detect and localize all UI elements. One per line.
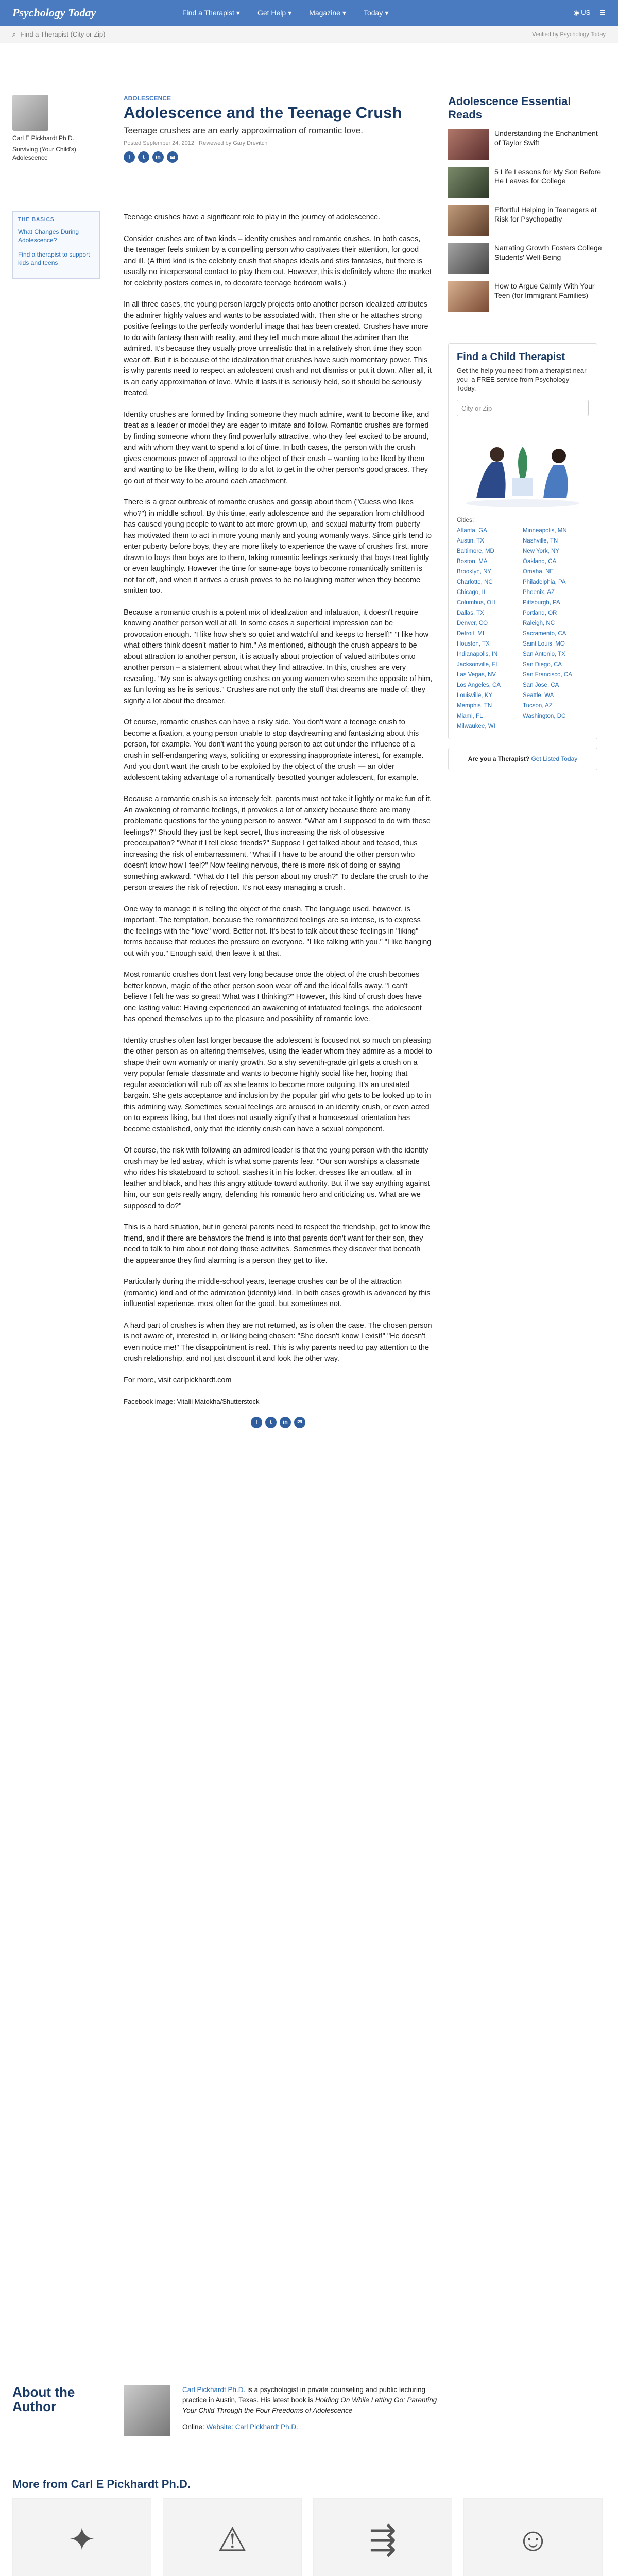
city-link[interactable]: San Jose, CA	[523, 682, 559, 688]
article-paragraph: A hard part of crushes is when they are not returned, as is often the case. The chosen person is not aware of, interested in, or liking being chosen: "She doesn't know I exist!" "He doesn't even notice me!" The disappointment is real. This is why parents need to pay attention to the crush relationship, and not just discount it and look the other way.	[124, 1321, 432, 1363]
city-link[interactable]: Denver, CO	[457, 620, 488, 626]
city-link[interactable]: Baltimore, MD	[457, 548, 494, 554]
email-icon[interactable]: ✉	[294, 1417, 305, 1428]
chevron-down-icon: ▾	[342, 8, 346, 17]
city-link[interactable]: Miami, FL	[457, 713, 483, 719]
chevron-down-icon: ▾	[385, 8, 389, 17]
cities-label: Cities:	[457, 516, 474, 523]
card-illustration-icon: ☺	[516, 2521, 550, 2558]
article-subtitle: Teenage crushes are an early approximation of romantic love.	[124, 126, 363, 135]
article-paragraph: One way to manage it is telling the object of the crush. The language used, however, is important. The temptation, because the romanticized feelings are so intense, is to express the feelings with the "love" word. Better not. It's best to talk about these feelings in "liking" terms because that reduces the pressure on everyone. "I like talking with you." "I like hanging out with you." Enough said, then leave it at that.	[124, 905, 432, 958]
nav-label: Get Help	[257, 9, 286, 17]
therapist-listing-box	[448, 748, 597, 770]
finder-heading: Find a Child Therapist	[457, 351, 565, 363]
card-image	[163, 2498, 302, 2576]
finder-description: Get the help you need from a therapist near you–a FREE service from Psychology Today.	[457, 367, 587, 392]
article-paragraph: Teenage crushes have a significant role to play in the journey of adolescence.	[124, 213, 381, 222]
bottom-share-buttons	[124, 1417, 433, 1428]
city-link[interactable]: Portland, OR	[523, 610, 557, 616]
article-body	[124, 212, 433, 1408]
nav-today[interactable]	[364, 9, 388, 18]
city-link[interactable]: San Diego, CA	[523, 662, 562, 668]
city-link[interactable]: Tucson, AZ	[523, 703, 553, 709]
listing-prompt: Are you a Therapist?	[468, 755, 530, 762]
city-link[interactable]: San Francisco, CA	[523, 672, 572, 678]
right-sidebar	[448, 95, 603, 770]
city-link[interactable]: Washington, DC	[523, 713, 566, 719]
city-link[interactable]: Louisville, KY	[457, 692, 493, 699]
therapy-illustration	[457, 423, 589, 511]
city-link[interactable]: Charlotte, NC	[457, 579, 493, 585]
linkedin-icon[interactable]: in	[280, 1417, 291, 1428]
spacer	[124, 172, 448, 202]
essential-read-item[interactable]	[448, 129, 603, 160]
city-link[interactable]: Chicago, IL	[457, 589, 487, 596]
card-illustration-icon: ⚠	[217, 2520, 247, 2558]
author-bio	[182, 2385, 440, 2432]
city-link[interactable]: Columbus, OH	[457, 600, 496, 606]
article-paragraph: Consider crushes are of two kinds – identity crushes and romantic crushes. In both cases, the teenager feels smitten by a compelling person who captivates their attention, for good and ill. (A third kind is the celebrity crush that shapes ideals and stirs fantasies, but there is usually no interpersonal contact to play them out. However, this is definitely where the market for celebrity posters comes in, to decorate teenage bedroom walls.)	[124, 234, 432, 287]
header-utilities	[573, 9, 606, 17]
facebook-icon[interactable]: f	[124, 151, 135, 163]
card-illustration-icon: ✦	[68, 2520, 96, 2558]
twitter-icon[interactable]: t	[265, 1417, 277, 1428]
essential-read-item[interactable]	[448, 243, 603, 274]
author-cards	[12, 2498, 605, 2576]
author-photo[interactable]	[124, 2385, 170, 2436]
reviewed-by: Reviewed by Gary Drevitch	[199, 140, 268, 146]
bio-text: is a psychologist in private counseling and public lecturing practice in Austin, Texas. His latest book is	[182, 2386, 426, 2404]
article-paragraph: Because a romantic crush is so intensely felt, parents must not take it lightly or make fun of it. An awakening of romantic feelings, it provokes a lot of anxiety because there are many problematic questions for the young person to answer. "What am I supposed to do with these feelings?" Should they just be kept secret, thus increasing the risk of obsessive preoccupation? "What if I tell close friends?" Suppose I get talked about and teased, thus increasing the risk of embarrassment. "What if I have to be around the other person who doesn't know how I feel?" Now feeling nervous, there is more risk of doing or saying something awkward. "What do I tell this person about my crush?" To declare the crush to the person creates the risk of rejection. It's not easy managing a crush.	[124, 795, 432, 892]
chevron-down-icon: ▾	[236, 8, 240, 17]
book-title: Holding On While Letting Go: Parenting Your Child Through the Four Freedoms of Adolescence	[182, 2396, 437, 2414]
email-icon[interactable]: ✉	[167, 151, 178, 163]
therapist-search-bar	[0, 26, 618, 43]
article-paragraph: There is a great outbreak of romantic crushes and gossip about them ("Guess who likes who?") in middle school. By this time, early adolescence and the separation from childhood has caused young people to want to act more grown up, and sexual maturity from puberty has motivated them to act in more young manly and young womanly ways. Since girls tend to enter puberty before boys, they are more likely to experience the wave of crushes first, more drawn to boys than boys are to them, taking romantic feelings seriously that boys treat lightly or even laughingly. However the time for same-age boys to become romantically smitten is not far off, and when it arrives a crush proves to be no laughing matter when they become smitten too.	[124, 498, 432, 595]
author-blog-name[interactable]: Surviving (Your Child's) Adolescence	[12, 146, 76, 161]
facebook-icon[interactable]: f	[251, 1417, 262, 1428]
article-paragraph: Identity crushes often last longer because the adolescent is focused not so much on pleasing the other person as on altering themselves, using the leader whom they admire as a model to shape their own womanly or manly growth. So a shy seventh-grade girl gets a crush on a very popular female classmate and wants to become highly social like her, hoping that regular association will rub off as she learns to become more outgoing. It's an unstated bargain. She gets acceptance and inclusion by the popular girl who gets to be looked up to in this admiring way. Sometimes sexual feelings are aroused in an identity crush, or even acted on to express liking, but that does not usually signify that a homosexual orientation has become established, only that the identity crush can have a sexual component.	[124, 1036, 432, 1133]
article	[124, 95, 448, 1428]
posted-date: Posted September 24, 2012	[124, 140, 194, 146]
city-link[interactable]: New York, NY	[523, 548, 559, 554]
essential-read-item[interactable]	[448, 205, 603, 236]
more-author-heading: More from Carl E Pickhardt Ph.D.	[12, 2478, 191, 2490]
website-link[interactable]: Website: Carl Pickhardt Ph.D.	[206, 2423, 298, 2431]
left-column	[12, 95, 105, 279]
the-basics-box	[12, 211, 100, 279]
card-image	[12, 2498, 151, 2576]
city-link[interactable]: Dallas, TX	[457, 610, 484, 616]
city-link[interactable]: Austin, TX	[457, 538, 484, 544]
more-from-author	[12, 2478, 605, 2576]
article-paragraph: Particularly during the middle-school years, teenage crushes can be of the attraction (romantic) kind and of the admiration (identity) kind. In both cases growth is advanced by this influential experience, most often for the good, but sometimes not.	[124, 1278, 431, 1308]
find-therapist-box	[448, 343, 597, 739]
city-link[interactable]: Phoenix, AZ	[523, 589, 555, 596]
city-link[interactable]: Jacksonville, FL	[457, 662, 499, 668]
about-author-section	[12, 2384, 445, 2431]
thumbnail-image	[448, 281, 489, 312]
article-card[interactable]	[313, 2498, 452, 2576]
main-nav	[182, 9, 388, 18]
menu-icon[interactable]: ☰	[599, 9, 606, 16]
city-link[interactable]: San Antonio, TX	[523, 651, 565, 657]
city-link[interactable]: Saint Louis, MO	[523, 641, 565, 647]
share-buttons	[124, 151, 448, 163]
essential-reads-list	[448, 129, 603, 312]
author-photo[interactable]	[12, 95, 48, 131]
essential-read-item[interactable]	[448, 167, 603, 198]
region-label: US	[581, 9, 591, 16]
article-paragraph: In all three cases, the young person largely projects onto another person idealized attributes the admirer highly values and wants to be associated with. Then she or he attaches strong positive feelings to the perfectly wonderful image that has been created. Crushes have more to do with fantasy than with reality, and they tell much more about the admirer than the admired. It's because they usually prove unrealistic that in a relatively short time they soon wear off. But it is because of the idealization that crushes have such momentary power. This is why parents need to respect an adolescent crush and not dismiss or put it down. After all, it is an early approximation of love. While it lasts it is seriously held, so it should be seriously treated.	[124, 300, 432, 397]
article-paragraph: Of course, the risk with following an admired leader is that the young person with the identity crush may be led astray, which is what some parents fear. "Our son worships a classmate who rides his skateboard to school, stashes it in his locker, dresses like an outlaw, all in leather and black, and has this angry attitude toward authority. But if we say anything against him, our son gets really angry, defending his romantic hero and criticizing us. What are we supposed to do?"	[124, 1146, 430, 1210]
article-paragraph: This is a hard situation, but in general parents need to respect the friendship, get to know the friend, and if there are behaviors the friend is into that parents don't want for their son, they need to talk to him about not doing those activities. Sometimes they discover that beneath the appearance they find alarming is a person they get to like.	[124, 1223, 430, 1265]
article-card[interactable]	[163, 2498, 302, 2576]
chevron-down-icon: ▾	[288, 8, 292, 17]
search-icon: ⌕	[12, 30, 16, 38]
get-listed-link[interactable]: Get Listed Today	[531, 755, 578, 762]
nav-find-therapist[interactable]	[182, 9, 240, 18]
essential-read-item[interactable]	[448, 281, 603, 312]
cities-grid	[457, 526, 589, 732]
article-paragraph: Because a romantic crush is a potent mix of idealization and infatuation, it doesn't require knowing another person well at all. In some cases a superficial impression can be provocation enough. "I like how she's so quiet and watchful and keeps to herself!" "I like how what others think doesn't matter to him." As mentioned, although the crush appears to be about attraction to another person, it is actually about projection of valued attributes onto another person – a statement about what they find attractive. In this, crushes are very revealing. "My son is always getting crushes on young women who seem the opposite of him, as fun loving as he is serious." Crushes are not only the stuff that dreams are made of; they signify a lot about the dreamer.	[124, 608, 433, 705]
article-paragraph: Of course, romantic crushes can have a risky side. You don't want a teenage crush to become a fixation, a young person unable to stop daydreaming and fantasizing about this person, for example. You don't want the young person to act out under the influence of a crush in self-endangering ways, soliciting or expressing inappropriate interest, for example. And you don't want the crush to be exploited by the object of the crush — an older adolescent taking advantage of a romantically besotted younger adolescent, for example.	[124, 718, 424, 782]
author-link[interactable]: Carl Pickhardt Ph.D.	[182, 2386, 246, 2394]
city-link[interactable]: Pittsburgh, PA	[523, 600, 560, 606]
verified-badge: Verified by Psychology Today	[532, 31, 606, 38]
author-name[interactable]: Carl E Pickhardt Ph.D.	[12, 134, 75, 142]
card-image	[464, 2498, 603, 2576]
city-link[interactable]: Houston, TX	[457, 641, 490, 647]
article-meta	[124, 140, 448, 146]
therapy-illustration-svg	[461, 426, 585, 509]
globe-icon: ◉	[573, 9, 579, 16]
article-title: Adolescence and the Teenage Crush	[124, 104, 402, 122]
thumbnail-image	[448, 205, 489, 236]
article-card[interactable]	[12, 2498, 151, 2576]
essential-reads-heading: Adolescence Essential Reads	[448, 95, 571, 121]
article-paragraph: For more, visit carlpickhardt.com	[124, 1376, 232, 1384]
twitter-icon[interactable]: t	[138, 151, 149, 163]
city-link[interactable]: Omaha, NE	[523, 569, 554, 575]
nav-label: Magazine	[309, 9, 340, 17]
site-logo[interactable]: Psychology Today	[12, 6, 96, 19]
essential-read-title: 5 Life Lessons for My Son Before He Leaves for College	[494, 167, 601, 185]
nav-label: Today	[363, 9, 383, 17]
city-link[interactable]: Sacramento, CA	[523, 631, 566, 637]
card-illustration-icon: ⇶	[369, 2520, 397, 2558]
city-link[interactable]: Indianapolis, IN	[457, 651, 498, 657]
city-link[interactable]: Boston, MA	[457, 558, 488, 565]
top-nav-bar	[0, 0, 618, 26]
therapist-search-input[interactable]: Find a Therapist (City or Zip)	[20, 30, 106, 38]
card-image	[313, 2498, 452, 2576]
region-selector[interactable]	[573, 9, 590, 17]
city-link[interactable]: Minneapolis, MN	[523, 528, 567, 534]
nav-label: Find a Therapist	[182, 9, 234, 17]
city-link[interactable]: Atlanta, GA	[457, 528, 487, 534]
city-link[interactable]: Seattle, WA	[523, 692, 554, 699]
about-heading: About the Author	[12, 2384, 75, 2414]
article-paragraph: Most romantic crushes don't last very long because once the object of the crush becomes better known, magic of the other person soon wear off and the ideal falls away. "I can't believe I felt he was so great! What was I thinking?" However, this kind of crush does have one lasting value: Having experienced an awakening of infatuated feelings, the adolescent has opened themselves up to the pleasure and possibility of romantic love.	[124, 971, 422, 1023]
basics-link[interactable]: What Changes During Adolescence?	[18, 228, 79, 244]
linkedin-icon[interactable]: in	[152, 151, 164, 163]
image-credit: Facebook image: Vitalii Matokha/Shutterstock	[124, 1398, 260, 1405]
city-link[interactable]: Memphis, TN	[457, 703, 492, 709]
city-link[interactable]: Los Angeles, CA	[457, 682, 501, 688]
city-link[interactable]: Philadelphia, PA	[523, 579, 566, 585]
city-link[interactable]: Raleigh, NC	[523, 620, 555, 626]
essential-read-title: Narrating Growth Fosters College Students' Well-Being	[494, 244, 602, 261]
city-link[interactable]: Detroit, MI	[457, 631, 485, 637]
article-category[interactable]: ADOLESCENCE	[124, 95, 171, 102]
city-link[interactable]: Nashville, TN	[523, 538, 558, 544]
article-card[interactable]	[464, 2498, 603, 2576]
city-link[interactable]: Las Vegas, NV	[457, 672, 496, 678]
article-paragraph: Identity crushes are formed by finding someone they much admire, want to become like, and treat as a leader or model they are eager to imitate and follow. Romantic crushes are formed by finding someone whom they find powerfully attractive, who they feel excited to be around, and with whom they want to spend a lot of time. In both cases, the person with the crush gives enormous power of approval to the object of their crush – wanting to be liked by them and wanting to be like them, willing to do a lot to get in the other person's good graces. They go out of their way to be around each attachment.	[124, 410, 430, 485]
thumbnail-image	[448, 243, 489, 274]
essential-read-title: Effortful Helping in Teenagers at Risk for Psychopathy	[494, 206, 597, 223]
basics-link[interactable]: Find a therapist to support kids and teens	[18, 251, 90, 266]
essential-read-title: Understanding the Enchantment of Taylor Swift	[494, 129, 598, 147]
city-link[interactable]	[523, 721, 589, 732]
city-link[interactable]: Oakland, CA	[523, 558, 557, 565]
thumbnail-image	[448, 129, 489, 160]
nav-get-help[interactable]	[258, 9, 291, 18]
essential-read-title: How to Argue Calmly With Your Teen (for Immigrant Families)	[494, 282, 595, 299]
nav-magazine[interactable]	[309, 9, 346, 18]
online-label: Online:	[182, 2423, 204, 2431]
basics-heading: THE BASICS	[18, 217, 55, 223]
city-link[interactable]: Milwaukee, WI	[457, 723, 495, 730]
city-zip-input[interactable]: City or Zip	[457, 400, 589, 416]
city-link[interactable]: Brooklyn, NY	[457, 569, 492, 575]
thumbnail-image	[448, 167, 489, 198]
